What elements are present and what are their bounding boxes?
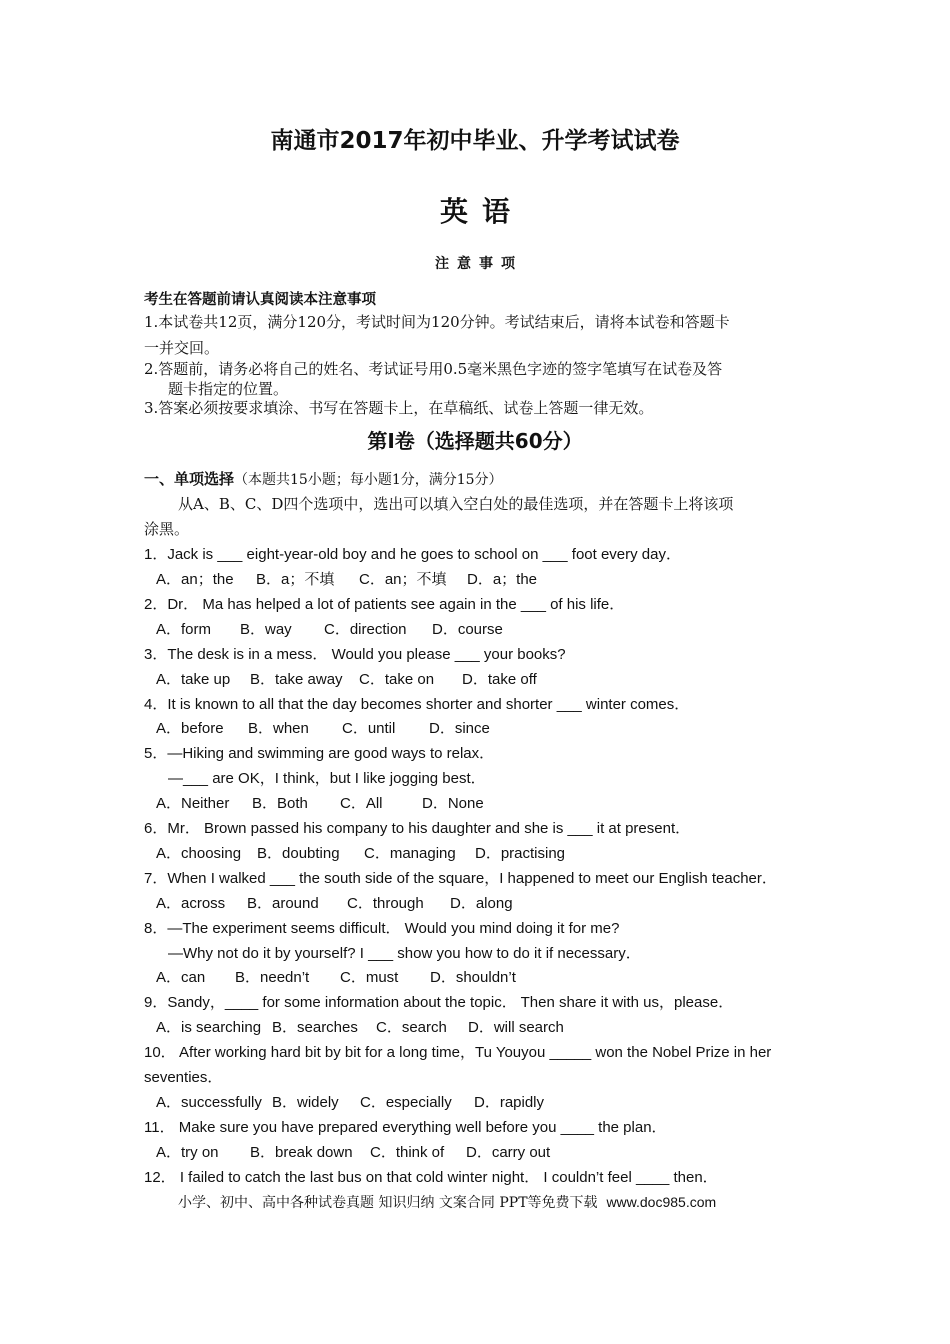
option-d: D．None xyxy=(422,795,484,812)
option-a: A．successfully xyxy=(156,1094,262,1111)
option-b: B．needn’t xyxy=(235,969,310,986)
notice-item-3: 3.答案必须按要求填涂、书写在答题卡上，在草稿纸、试卷上答题一律无效。 xyxy=(144,399,654,417)
instruction-cont: 涂黑。 xyxy=(144,520,190,538)
question-options xyxy=(156,966,516,987)
part-label: 一、单项选择 xyxy=(144,470,235,488)
option-c: C．search xyxy=(376,1019,447,1036)
question-stem: 4．It is known to all that the day becomes shorter and shorter ___ winter comes． xyxy=(144,696,690,713)
option-b: B．way xyxy=(240,621,292,638)
option-b: B．widely xyxy=(272,1094,339,1111)
question-stem: 1．Jack is ___ eight-year-old boy and he goes to school on ___ foot every day． xyxy=(144,546,681,563)
option-b: B．when xyxy=(248,720,309,737)
part-note: （本题共15小题；每小题1分，满分15分） xyxy=(234,472,503,488)
option-c: C．take on xyxy=(359,671,435,688)
option-a: A．can xyxy=(156,969,206,986)
notice-item-1: 1.本试卷共12页，满分120分，考试时间为120分钟。考试结束后，请将本试卷和答题卡 xyxy=(144,313,730,331)
option-a: A．is searching xyxy=(156,1019,262,1036)
option-c: C．especially xyxy=(360,1094,452,1111)
option-c: C．All xyxy=(340,795,383,812)
option-a: A．choosing xyxy=(156,845,242,862)
question-options xyxy=(156,1016,564,1037)
option-d: D．rapidly xyxy=(474,1094,545,1111)
option-d: D．course xyxy=(432,621,503,638)
option-b: B．around xyxy=(247,895,319,912)
question-options xyxy=(156,618,503,639)
option-c: C．must xyxy=(340,969,399,986)
question-options xyxy=(156,1091,544,1112)
question-stem: 6．Mr． Brown passed his company to his daughter and she is ___ it at present． xyxy=(144,820,691,837)
option-c: C．managing xyxy=(364,845,456,862)
option-b: B．doubting xyxy=(257,845,340,862)
option-d: D．carry out xyxy=(466,1144,551,1161)
page-title: 南通市2017年初中毕业、升学考试试卷 xyxy=(270,128,680,154)
option-b: B．a；不填 xyxy=(256,571,335,588)
option-d: D．take off xyxy=(462,671,537,688)
option-b: B．searches xyxy=(272,1019,358,1036)
notice-heading: 注意事项 xyxy=(435,256,523,272)
question-stem-cont: seventies． xyxy=(144,1069,223,1086)
question-stem: 7．When I walked ___ the south side of the square，I happened to meet our English teacher． xyxy=(144,870,777,887)
option-a: A．try on xyxy=(156,1144,219,1161)
part-heading xyxy=(144,468,503,489)
option-a: A．across xyxy=(156,895,226,912)
instruction: 从A、B、C、D四个选项中，选出可以填入空白处的最佳选项，并在答题卡上将该项 xyxy=(178,495,734,513)
footer-text: 小学、初中、高中各种试卷真题 知识归纳 文案合同 PPT等免费下载 xyxy=(178,1195,598,1211)
option-d: D．shouldn’t xyxy=(430,969,516,986)
notice-item-1-cont: 一并交回。 xyxy=(144,339,220,357)
question-stem: 11． Make sure you have prepared everything well before you ____ the plan． xyxy=(144,1119,667,1136)
option-d: D．practising xyxy=(475,845,566,862)
option-a: A．an；the xyxy=(156,571,234,588)
subject-title: 英语 xyxy=(439,195,524,228)
option-a: A．before xyxy=(156,720,224,737)
notice-item-2-cont: 题卡指定的位置。 xyxy=(168,380,289,398)
question-stem-reply: —Why not do it by yourself? I ___ show you how to do it if necessary． xyxy=(168,945,641,962)
question-options xyxy=(156,792,484,813)
question-stem: 9．Sandy，____ for some information about the topic． Then share it with us，please． xyxy=(144,994,734,1011)
question-options xyxy=(156,842,565,863)
option-c: C．through xyxy=(347,895,424,912)
option-c: C．until xyxy=(342,720,396,737)
option-d: D．along xyxy=(450,895,513,912)
question-options xyxy=(156,1141,550,1162)
question-options xyxy=(156,668,537,689)
question-options xyxy=(156,892,513,913)
option-d: D．since xyxy=(429,720,490,737)
question-stem: 12． I failed to catch the last bus on that cold winter night． I couldn’t feel ____ then． xyxy=(144,1169,718,1186)
question-stem: 3．The desk is in a mess． Would you please ___ your books? xyxy=(144,646,566,663)
footer-url: www.doc985.com xyxy=(606,1194,717,1210)
question-stem: 8．—The experiment seems difficult． Would you mind doing it for me? xyxy=(144,920,620,937)
option-c: C．think of xyxy=(370,1144,445,1161)
question-stem: 10． After working hard bit by bit for a long time，Tu Youyou _____ won the Nobel Prize in her xyxy=(144,1044,772,1061)
option-b: B．Both xyxy=(252,795,308,812)
notice-lead: 考生在答题前请认真阅读本注意事项 xyxy=(144,292,376,308)
question-options xyxy=(156,717,490,738)
page-footer xyxy=(178,1192,716,1212)
option-b: B．break down xyxy=(250,1144,353,1161)
option-a: A．form xyxy=(156,621,212,638)
option-d: D．will search xyxy=(468,1019,564,1036)
notice-item-2: 2.答题前，请务必将自己的姓名、考试证号用0.5毫米黑色字迹的签字笔填写在试卷及答 xyxy=(144,360,723,378)
question-stem: 5．—Hiking and swimming are good ways to relax． xyxy=(144,745,495,762)
option-d: D．a；the xyxy=(467,571,538,588)
option-a: A．take up xyxy=(156,671,231,688)
option-c: C．an；不填 xyxy=(359,571,447,588)
question-stem-reply: —___ are OK，I think，but I like jogging best． xyxy=(168,770,486,787)
option-b: B．take away xyxy=(250,671,343,688)
question-stem: 2．Dr． Ma has helped a lot of patients see again in the ___ of his life． xyxy=(144,596,625,613)
option-a: A．Neither xyxy=(156,795,230,812)
question-options xyxy=(156,568,537,589)
section-title: 第Ⅰ卷（选择题共60分） xyxy=(367,429,583,453)
option-c: C．direction xyxy=(324,621,407,638)
